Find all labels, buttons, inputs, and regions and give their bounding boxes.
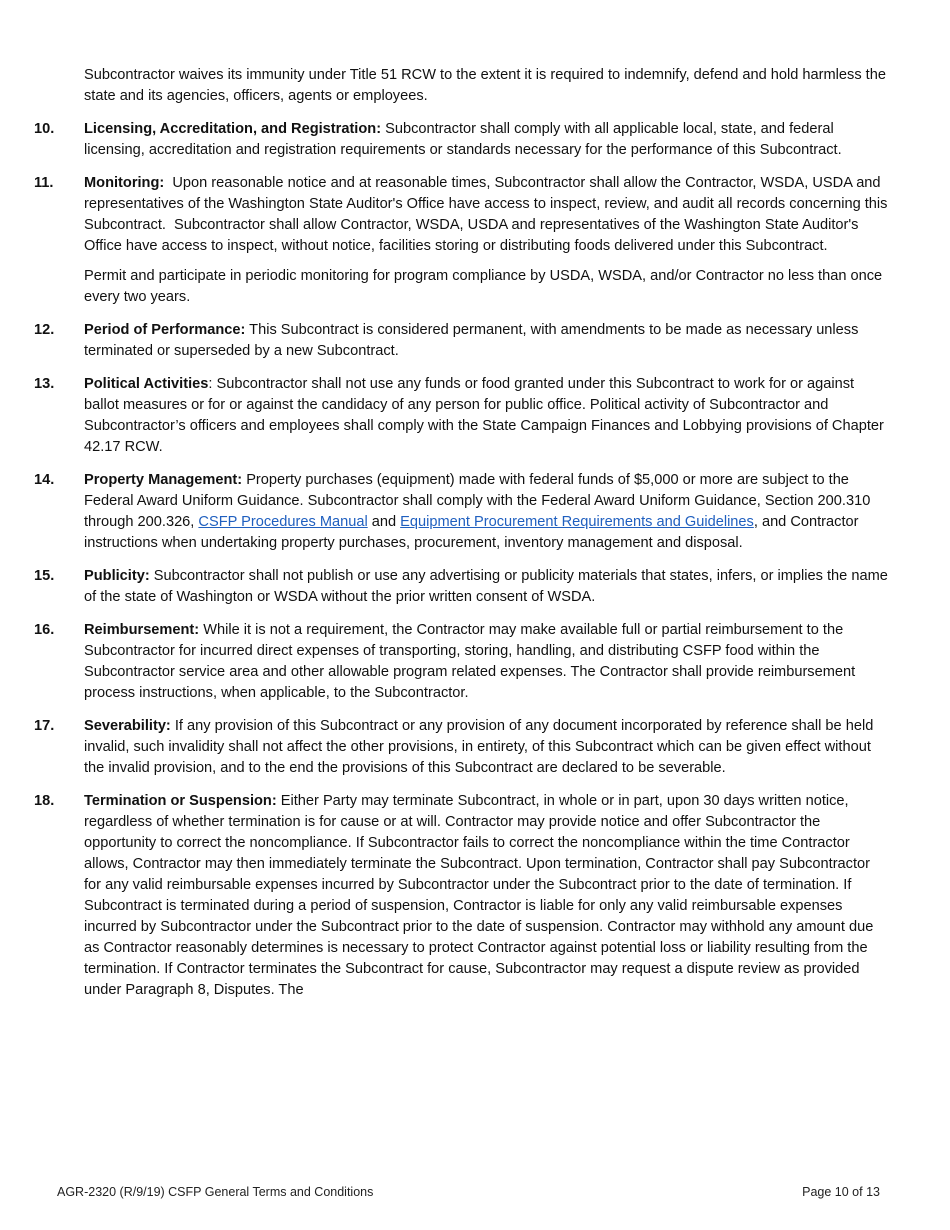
page-footer (57, 1183, 880, 1201)
footer-page-number: Page 10 of 13 (802, 1185, 880, 1199)
clause-number: 17. (34, 718, 55, 734)
document-body (34, 65, 890, 1013)
clause-number: 16. (34, 622, 55, 638)
clause-heading: Political Activities (84, 376, 209, 392)
clause-text: If any provision of this Subcontract or any provision of any document incorporated by reference shall be held invalid, such invalidity shall not affect the other provisions, in entirety, of this Subcontract which can be given effect without the invalid provision, and to the end the provisions of this Subcontract are declared to be severable. (84, 718, 874, 776)
clause-18 (34, 791, 890, 1001)
clause-number: 12. (34, 322, 55, 338)
clause-text: This Subcontract is considered permanent, with amendments to be made as necessary unless terminated or superseded by a new Subcontract. (84, 322, 859, 359)
clause-10 (34, 119, 890, 161)
clause-heading: Property Management: (84, 472, 243, 488)
clause-heading: Monitoring: (84, 175, 165, 191)
equipment-procurement-link[interactable]: Equipment Procurement Requirements and Guidelines (400, 514, 754, 530)
clause-text: , and Contractor instructions when undertaking property purchases, procurement, inventory management and disposal. (84, 514, 859, 551)
clause-text: Subcontractor shall not publish or use any advertising or publicity materials that states, infers, or implies the name of the state of Washington or WSDA without the prior written consent of WSDA. (84, 568, 888, 605)
clause-heading: Licensing, Accreditation, and Registration: (84, 121, 382, 137)
clause-number: 13. (34, 376, 55, 392)
clause-text: Upon reasonable notice and at reasonable times, Subcontractor shall allow the Contractor, WSDA, USDA and representatives of the Washington State Auditor's Office have access to inspect, review, and audit all records concerning this Subcontract. Subcontractor shall allow Contractor, WSDA, USDA and representatives of the Washington State Auditor's Office have access to inspect, without notice, facilities storing or distributing foods delivered under this Subcontract. (84, 175, 892, 254)
csfp-procedures-manual-link[interactable]: CSFP Procedures Manual (198, 514, 368, 530)
clause-text: While it is not a requirement, the Contractor may make available full or partial reimbursement to the Subcontractor for incurred direct expenses of transporting, storing, handling, and distributing CSFP food within the Subcontractor service area and other allowable program related expenses. The Contractor shall provide reimbursement process instructions, when applicable, to the Subcontractor. (84, 622, 856, 701)
clause-17 (34, 716, 890, 779)
clause-16 (34, 620, 890, 704)
clause-12 (34, 320, 890, 362)
clause-15 (34, 566, 890, 608)
clause-heading: Period of Performance: (84, 322, 246, 338)
clause-text: Property purchases (equipment) made with federal funds of $5,000 or more are subject to the Federal Award Uniform Guidance. Subcontractor shall comply with the Federal Award Uniform Guidance, Section 200.310 through 200.326, (84, 472, 871, 530)
clause-heading: Reimbursement: (84, 622, 200, 638)
clause-heading: Publicity: (84, 568, 150, 584)
intro-paragraph: Subcontractor waives its immunity under Title 51 RCW to the extent it is required to indemnify, defend and hold harmless the state and its agencies, officers, agents or employees. (84, 67, 886, 104)
clause-13 (34, 374, 890, 458)
clause-number: 11. (34, 175, 54, 191)
clause-text: Subcontractor shall comply with all applicable local, state, and federal licensing, accreditation and registration requirements or standards necessary for the performance of this Subcontract. (84, 121, 842, 158)
clause-text: : Subcontractor shall not use any funds or food granted under this Subcontract to work for or against ballot measures or for or against the candidacy of any person for public office. Political activity of Subcontractor and Subcontractor’s officers and employees shall comply with the State Campaign Finances and Lobbying provisions of Chapter 42.17 RCW. (84, 376, 884, 455)
clause-text: and (367, 514, 401, 530)
clause-14 (34, 470, 890, 554)
clause-11 (34, 173, 890, 308)
footer-document-id: AGR-2320 (R/9/19) CSFP General Terms and Conditions (57, 1185, 374, 1199)
clause-number: 14. (34, 472, 55, 488)
clause-extra-paragraph: Permit and participate in periodic monitoring for program compliance by USDA, WSDA, and/or Contractor no less than once every two years. (84, 268, 883, 305)
clause-heading: Termination or Suspension: (84, 793, 277, 809)
clause-number: 15. (34, 568, 55, 584)
clause-text: Either Party may terminate Subcontract, in whole or in part, upon 30 days written notice, regardless of whether termination is for cause or at will. Contractor may provide notice and offer Subcontractor the opportunity to correct the noncompliance. If Subcontractor fails to correct the noncompliance within the time Contractor allows, Contractor may then immediately terminate the Subcontract. Upon termination, Contractor shall pay Subcontractor for any valid reimbursable expenses incurred by Subcontractor under the Subcontract prior to the date of termination. If Subcontract is terminated during a period of suspension, Contractor is liable for only any valid reimbursable expenses incurred by Subcontractor under the Subcontract prior to the date of suspension. Contractor may withhold any amount due as Contractor reasonably determines is necessary to protect Contractor against potential loss or liability resulting from the termination. If Contractor terminates the Subcontract for cause, Subcontractor may request a dispute review as provided under Paragraph 8, Disputes. The (84, 793, 874, 998)
clause-number: 18. (34, 793, 55, 809)
clause-number: 10. (34, 121, 55, 137)
clause-heading: Severability: (84, 718, 171, 734)
